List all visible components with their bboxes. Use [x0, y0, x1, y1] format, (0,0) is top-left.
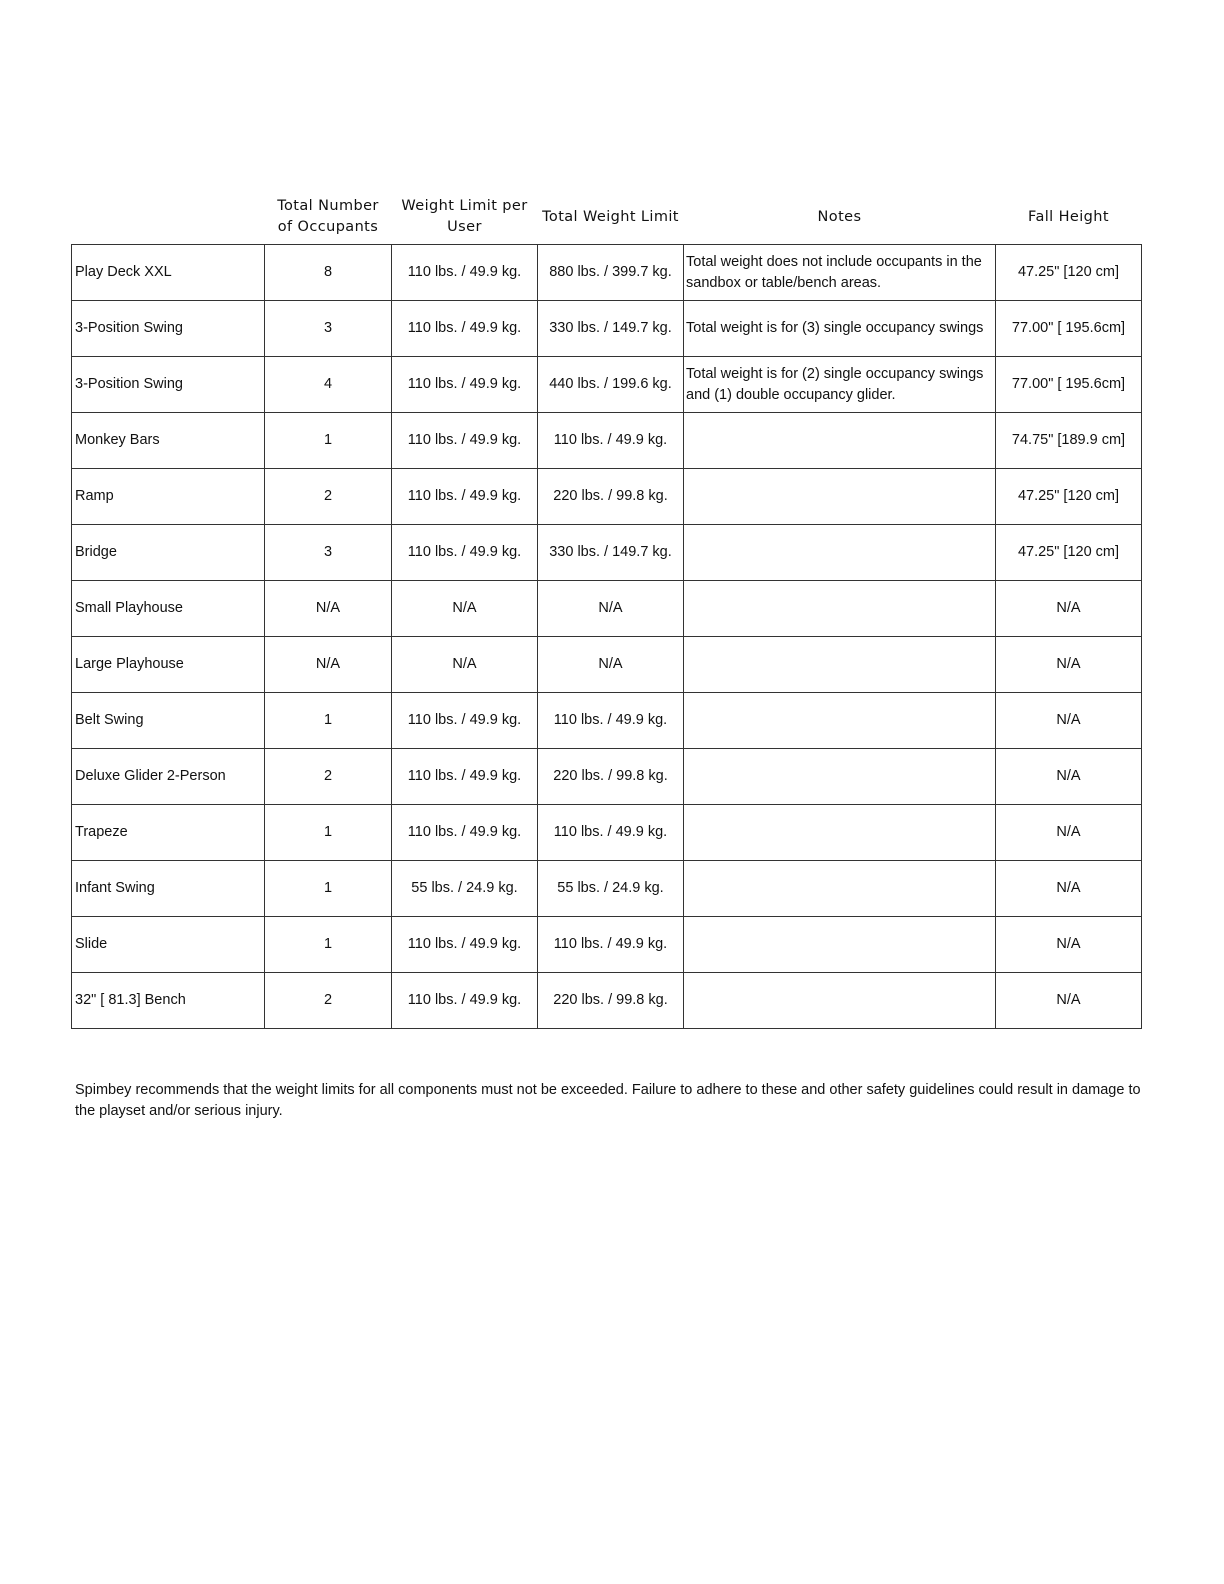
cell-fall-height: 47.25" [120 cm] — [996, 469, 1142, 525]
cell-total-weight: N/A — [538, 637, 684, 693]
cell-fall-height: N/A — [996, 637, 1142, 693]
cell-weight-per-user: 110 lbs. / 49.9 kg. — [392, 805, 538, 861]
cell-notes — [684, 861, 996, 917]
cell-notes — [684, 637, 996, 693]
table-row — [72, 861, 1142, 917]
cell-component: 3-Position Swing — [72, 357, 265, 413]
cell-total-weight: 110 lbs. / 49.9 kg. — [538, 805, 684, 861]
cell-weight-per-user: 55 lbs. / 24.9 kg. — [392, 861, 538, 917]
cell-occupants: 1 — [265, 917, 392, 973]
cell-component: Infant Swing — [72, 861, 265, 917]
table-row — [72, 525, 1142, 581]
cell-component: Monkey Bars — [72, 413, 265, 469]
cell-fall-height: 74.75" [189.9 cm] — [996, 413, 1142, 469]
cell-fall-height: N/A — [996, 805, 1142, 861]
table-row — [72, 637, 1142, 693]
cell-total-weight: 220 lbs. / 99.8 kg. — [538, 469, 684, 525]
cell-notes — [684, 917, 996, 973]
cell-component: Bridge — [72, 525, 265, 581]
cell-total-weight: 330 lbs. / 149.7 kg. — [538, 525, 684, 581]
cell-occupants: 3 — [265, 301, 392, 357]
cell-fall-height: N/A — [996, 861, 1142, 917]
cell-weight-per-user: 110 lbs. / 49.9 kg. — [392, 917, 538, 973]
cell-total-weight: 330 lbs. / 149.7 kg. — [538, 301, 684, 357]
header-component — [72, 190, 265, 245]
cell-weight-per-user: N/A — [392, 581, 538, 637]
cell-total-weight: 110 lbs. / 49.9 kg. — [538, 413, 684, 469]
table-row — [72, 749, 1142, 805]
cell-fall-height: 47.25" [120 cm] — [996, 525, 1142, 581]
table-row — [72, 805, 1142, 861]
cell-notes: Total weight does not include occupants in the sandbox or table/bench areas. — [684, 245, 996, 301]
cell-weight-per-user: 110 lbs. / 49.9 kg. — [392, 301, 538, 357]
cell-component: Small Playhouse — [72, 581, 265, 637]
table-row — [72, 413, 1142, 469]
cell-component: Deluxe Glider 2-Person — [72, 749, 265, 805]
cell-total-weight: 220 lbs. / 99.8 kg. — [538, 749, 684, 805]
cell-weight-per-user: 110 lbs. / 49.9 kg. — [392, 357, 538, 413]
cell-weight-per-user: 110 lbs. / 49.9 kg. — [392, 749, 538, 805]
cell-notes: Total weight is for (2) single occupancy swings and (1) double occupancy glider. — [684, 357, 996, 413]
header-weight-per-user: Weight Limit per User — [401, 198, 528, 235]
header-fall-height: Fall Height — [1028, 208, 1109, 225]
cell-occupants: 4 — [265, 357, 392, 413]
cell-occupants: 2 — [265, 469, 392, 525]
table-header-row — [72, 190, 1142, 245]
table-row — [72, 469, 1142, 525]
cell-component: Large Playhouse — [72, 637, 265, 693]
cell-weight-per-user: 110 lbs. / 49.9 kg. — [392, 525, 538, 581]
cell-fall-height: N/A — [996, 693, 1142, 749]
cell-total-weight: N/A — [538, 581, 684, 637]
header-notes: Notes — [817, 208, 862, 225]
cell-component: Play Deck XXL — [72, 245, 265, 301]
cell-total-weight: 55 lbs. / 24.9 kg. — [538, 861, 684, 917]
cell-notes — [684, 581, 996, 637]
cell-component: Trapeze — [72, 805, 265, 861]
table-row — [72, 917, 1142, 973]
cell-notes — [684, 693, 996, 749]
cell-occupants: 1 — [265, 861, 392, 917]
cell-fall-height: N/A — [996, 581, 1142, 637]
cell-component: 3-Position Swing — [72, 301, 265, 357]
safety-footnote: Spimbey recommends that the weight limits for all components must not be exceeded. Failure to adhere to these and other safety guidelines could result in damage to the playset and/or serious injury. — [75, 1081, 1141, 1119]
table-row — [72, 301, 1142, 357]
weight-limits-table — [71, 190, 1142, 1029]
cell-weight-per-user: 110 lbs. / 49.9 kg. — [392, 469, 538, 525]
cell-notes — [684, 749, 996, 805]
cell-weight-per-user: 110 lbs. / 49.9 kg. — [392, 693, 538, 749]
table-row — [72, 693, 1142, 749]
table-row — [72, 245, 1142, 301]
cell-occupants: N/A — [265, 581, 392, 637]
table-row — [72, 357, 1142, 413]
cell-fall-height: 47.25" [120 cm] — [996, 245, 1142, 301]
cell-total-weight: 880 lbs. / 399.7 kg. — [538, 245, 684, 301]
cell-notes — [684, 413, 996, 469]
cell-total-weight: 110 lbs. / 49.9 kg. — [538, 917, 684, 973]
cell-notes — [684, 973, 996, 1029]
cell-fall-height: 77.00" [ 195.6cm] — [996, 357, 1142, 413]
cell-weight-per-user: 110 lbs. / 49.9 kg. — [392, 413, 538, 469]
table-body — [72, 245, 1142, 1029]
cell-occupants: N/A — [265, 637, 392, 693]
cell-component: 32" [ 81.3] Bench — [72, 973, 265, 1029]
cell-notes — [684, 525, 996, 581]
table-row — [72, 973, 1142, 1029]
cell-fall-height: N/A — [996, 973, 1142, 1029]
cell-fall-height: 77.00" [ 195.6cm] — [996, 301, 1142, 357]
cell-occupants: 2 — [265, 973, 392, 1029]
cell-component: Belt Swing — [72, 693, 265, 749]
cell-total-weight: 110 lbs. / 49.9 kg. — [538, 693, 684, 749]
cell-notes: Total weight is for (3) single occupancy swings — [684, 301, 996, 357]
cell-fall-height: N/A — [996, 917, 1142, 973]
cell-component: Slide — [72, 917, 265, 973]
cell-weight-per-user: N/A — [392, 637, 538, 693]
cell-total-weight: 220 lbs. / 99.8 kg. — [538, 973, 684, 1029]
cell-component: Ramp — [72, 469, 265, 525]
cell-occupants: 2 — [265, 749, 392, 805]
cell-occupants: 8 — [265, 245, 392, 301]
cell-occupants: 1 — [265, 805, 392, 861]
header-total-weight: Total Weight Limit — [542, 208, 679, 225]
cell-total-weight: 440 lbs. / 199.6 kg. — [538, 357, 684, 413]
cell-occupants: 1 — [265, 413, 392, 469]
table-row — [72, 581, 1142, 637]
cell-occupants: 3 — [265, 525, 392, 581]
cell-fall-height: N/A — [996, 749, 1142, 805]
cell-notes — [684, 469, 996, 525]
header-occupants: Total Number of Occupants — [277, 198, 379, 235]
cell-weight-per-user: 110 lbs. / 49.9 kg. — [392, 245, 538, 301]
cell-weight-per-user: 110 lbs. / 49.9 kg. — [392, 973, 538, 1029]
cell-occupants: 1 — [265, 693, 392, 749]
cell-notes — [684, 805, 996, 861]
